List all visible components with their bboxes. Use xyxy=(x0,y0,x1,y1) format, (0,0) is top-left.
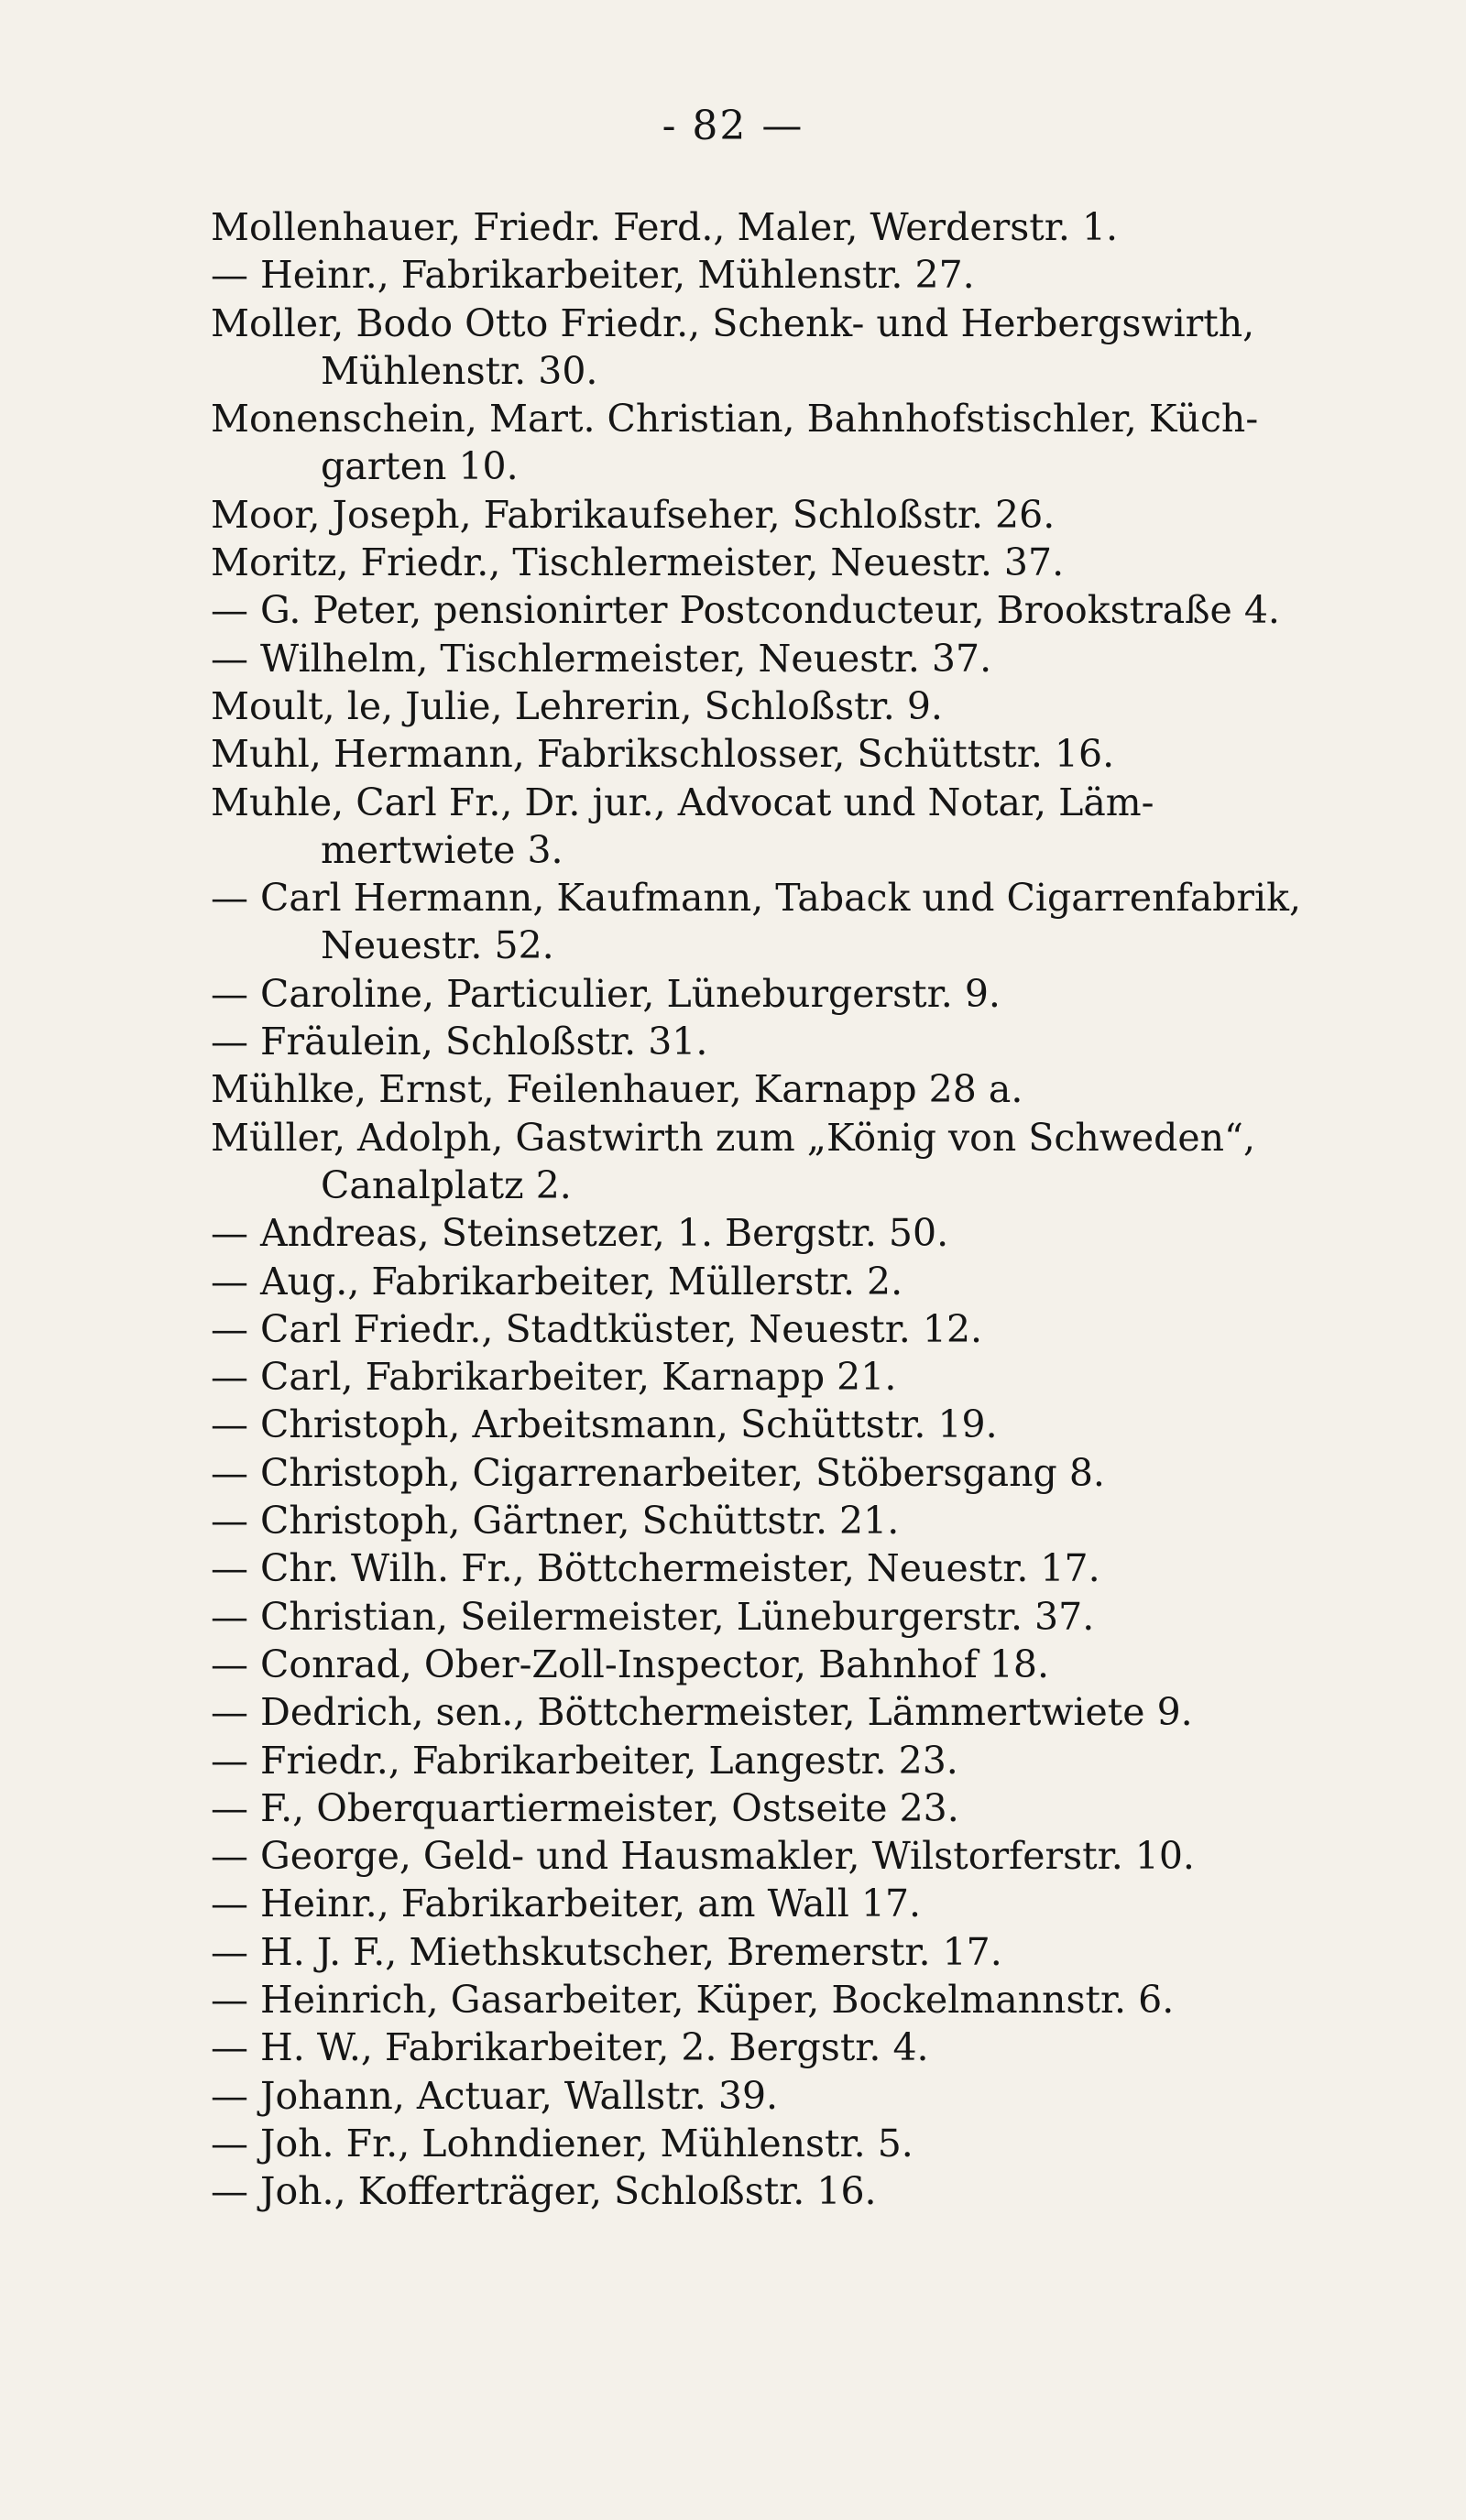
entry-line: — Christoph, Gärtner, Schüttstr. 21. xyxy=(211,1499,900,1544)
entry-line: — Aug., Fabrikarbeiter, Müllerstr. 2. xyxy=(211,1259,903,1304)
entry-line: — Wilhelm, Tischlermeister, Neuestr. 37. xyxy=(211,636,992,681)
entry-continuation: garten 10. xyxy=(321,444,519,489)
entry-continuation: mertwiete 3. xyxy=(321,827,563,872)
entry-line: — George, Geld- und Hausmakler, Wilstorferstr. 10. xyxy=(211,1834,1195,1879)
entry-line: Monenschein, Mart. Christian, Bahnhofstischler, Küch- xyxy=(211,397,1259,442)
entry-line: — Carl Friedr., Stadtküster, Neuestr. 12. xyxy=(211,1306,983,1351)
entry-line: Muhle, Carl Fr., Dr. jur., Advocat und Notar, Läm- xyxy=(211,780,1154,824)
entry-line: — Joh., Kofferträger, Schloßstr. 16. xyxy=(211,2169,877,2214)
entry-line: — Johann, Actuar, Wallstr. 39. xyxy=(211,2073,779,2118)
entry-line: Mollenhauer, Friedr. Ferd., Maler, Werderstr. 1. xyxy=(211,205,1119,249)
entry-line: — Heinr., Fabrikarbeiter, am Wall 17. xyxy=(211,1882,922,1926)
entry-line: — Chr. Wilh. Fr., Böttchermeister, Neuestr. 17. xyxy=(211,1546,1100,1591)
entry-line: — Heinrich, Gasarbeiter, Küper, Bockelmannstr. 6. xyxy=(211,1977,1175,2022)
entry-line: — Carl Hermann, Kaufmann, Taback und Cigarrenfabrik, xyxy=(211,876,1301,921)
entry-line: — Dedrich, sen., Böttchermeister, Lämmertwiete 9. xyxy=(211,1690,1193,1735)
entry-line: — Christian, Seilermeister, Lüneburgerstr. 37. xyxy=(211,1594,1095,1639)
entry-line: Moritz, Friedr., Tischlermeister, Neuestr. 37. xyxy=(211,540,1065,585)
entry-line: Moor, Joseph, Fabrikaufseher, Schloßstr. 26. xyxy=(211,492,1056,537)
entry-line: — Joh. Fr., Lohndiener, Mühlenstr. 5. xyxy=(211,2121,914,2165)
entry-line: — Andreas, Steinsetzer, 1. Bergstr. 50. xyxy=(211,1211,949,1256)
entry-line: Müller, Adolph, Gastwirth zum „König von Schweden“, xyxy=(211,1115,1256,1160)
entry-line: Moller, Bodo Otto Friedr., Schenk- und Herbergswirth, xyxy=(211,300,1255,345)
entry-line: — Carl, Fabrikarbeiter, Karnapp 21. xyxy=(211,1355,897,1400)
entry-line: — Conrad, Ober-Zoll-Inspector, Bahnhof 18. xyxy=(211,1642,1049,1686)
directory-entries xyxy=(211,203,1393,2215)
entry-line: Moult, le, Julie, Lehrerin, Schloßstr. 9. xyxy=(211,683,943,728)
entry-line: — G. Peter, pensionirter Postconducteur, Brookstraße 4. xyxy=(211,588,1280,633)
entry-line: — Christoph, Arbeitsmann, Schüttstr. 19. xyxy=(211,1402,998,1447)
entry-line: — Christoph, Cigarrenarbeiter, Stöbersgang 8. xyxy=(211,1450,1105,1495)
entry-line: — Heinr., Fabrikarbeiter, Mühlenstr. 27. xyxy=(211,253,975,298)
entry-line: — F., Oberquartiermeister, Ostseite 23. xyxy=(211,1785,959,1830)
entry-line: — Caroline, Particulier, Lüneburgerstr. 9. xyxy=(211,971,1001,1016)
entry-continuation: Neuestr. 52. xyxy=(321,923,554,968)
entry-continuation: Mühlenstr. 30. xyxy=(321,348,598,393)
entry-continuation: Canalplatz 2. xyxy=(321,1162,572,1207)
entry-line: — H. W., Fabrikarbeiter, 2. Bergstr. 4. xyxy=(211,2025,929,2070)
entry-line: — Friedr., Fabrikarbeiter, Langestr. 23. xyxy=(211,1738,958,1783)
entry-line: Muhl, Hermann, Fabrikschlosser, Schüttstr. 16. xyxy=(211,732,1115,777)
page-number: - 82 — xyxy=(662,103,804,149)
entry-line: — Fräulein, Schloßstr. 31. xyxy=(211,1020,708,1064)
entry-line: Mühlke, Ernst, Feilenhauer, Karnapp 28 a. xyxy=(211,1067,1023,1112)
entry-line: — H. J. F., Miethskutscher, Bremerstr. 17. xyxy=(211,1929,1002,1974)
